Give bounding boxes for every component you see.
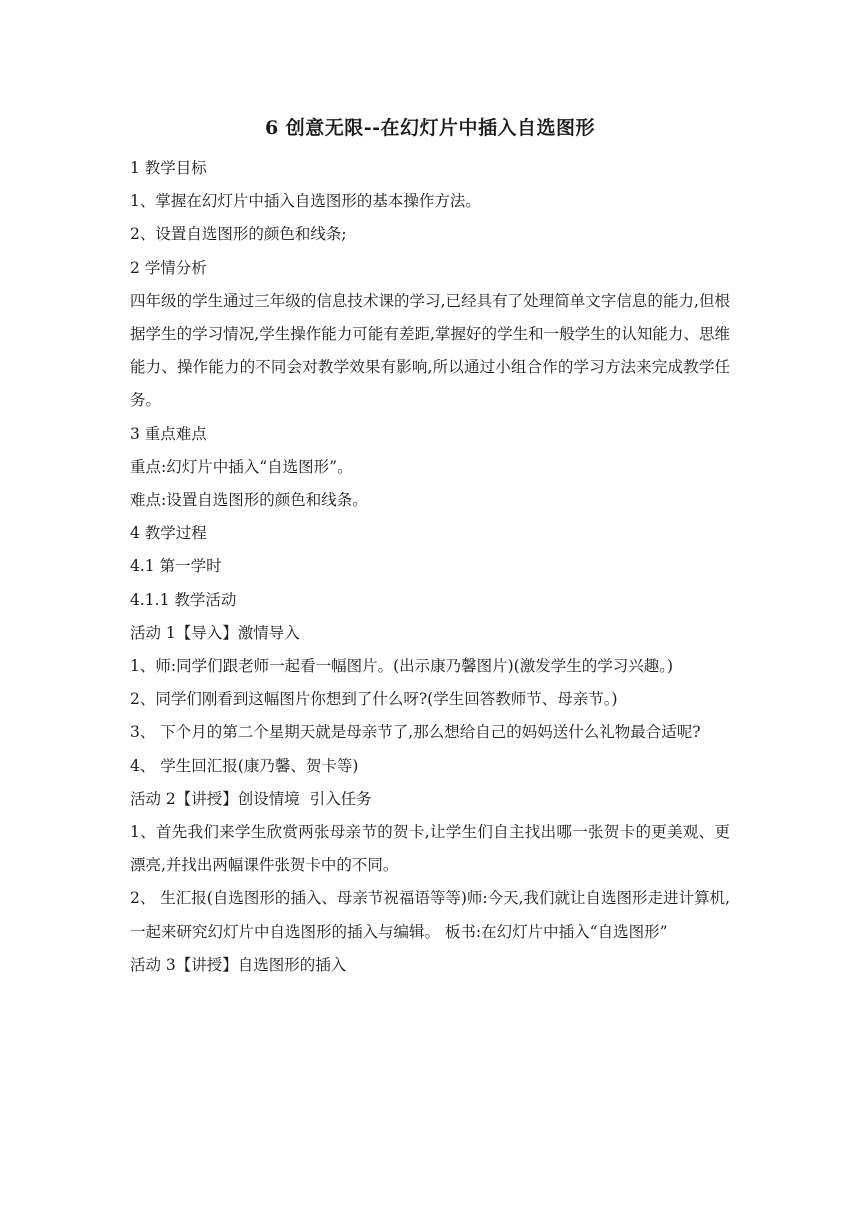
subsection-heading-activities: 4.1.1 教学活动 <box>130 590 237 609</box>
activity-1-step-2: 2、同学们刚看到这幅图片你想到了什么呀?(学生回答教师节、母亲节。) <box>130 690 618 709</box>
activity-1-heading: 活动 1【导入】激情导入 <box>130 623 300 642</box>
section-heading-key-points: 3 重点难点 <box>130 424 207 443</box>
document-page <box>130 114 730 982</box>
activity-1-step-4: 4、 学生回汇报(康乃馨、贺卡等) <box>130 756 359 775</box>
activity-2-step-2: 2、 生汇报(自选图形的插入、母亲节祝福语等等)师:今天,我们就让自选图形走进计算机,一起来研究幻灯片中自选图形的插入与编辑。 板书:在幻灯片中插入“自选图形” <box>130 889 730 941</box>
document-title: 6 创意无限--在幻灯片中插入自选图形 <box>264 117 596 139</box>
objective-item-1: 1、掌握在幻灯片中插入自选图形的基本操作方法。 <box>130 192 481 211</box>
analysis-paragraph: 四年级的学生通过三年级的信息技术课的学习,已经具有了处理简单文字信息的能力,但根据学生的学习情况,学生操作能力可能有差距,掌握好的学生和一般学生的认知能力、思维能力、操作能力的不同会对教学效果有影响,所以通过小组合作的学习方法来完成教学任务。 <box>130 291 730 410</box>
activity-2-heading: 活动 2【讲授】创设情境 引入任务 <box>130 789 372 808</box>
difficult-point: 难点:设置自选图形的颜色和线条。 <box>130 491 368 510</box>
subsection-heading-lesson-1: 4.1 第一学时 <box>130 557 222 576</box>
activity-1-step-1: 1、师:同学们跟老师一起看一幅图片。(出示康乃馨图片)(激发学生的学习兴趣。) <box>130 657 674 676</box>
activity-1-step-3: 3、 下个月的第二个星期天就是母亲节了,那么想给自己的妈妈送什么礼物最合适呢? <box>130 723 701 742</box>
activity-3-heading: 活动 3【讲授】自选图形的插入 <box>130 955 347 974</box>
activity-2-step-1: 1、首先我们来学生欣赏两张母亲节的贺卡,让学生们自主找出哪一张贺卡的更美观、更漂亮,并找出两幅课件张贺卡中的不同。 <box>130 823 730 875</box>
section-heading-analysis: 2 学情分析 <box>130 258 207 277</box>
key-point: 重点:幻灯片中插入“自选图形”。 <box>130 457 353 476</box>
objective-item-2: 2、设置自选图形的颜色和线条; <box>130 225 347 244</box>
section-heading-objectives: 1 教学目标 <box>130 159 207 177</box>
section-heading-process: 4 教学过程 <box>130 524 207 543</box>
